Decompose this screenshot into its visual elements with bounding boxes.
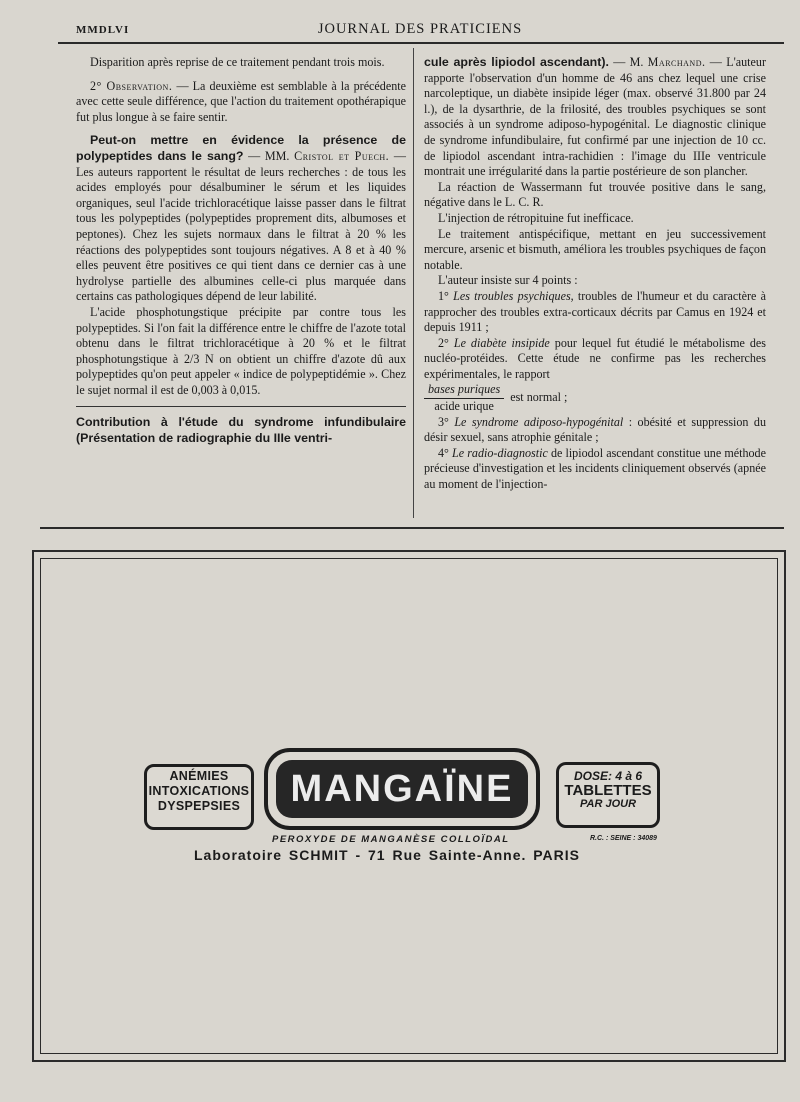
indications-box: [144, 764, 254, 830]
point-title: Le diabète insipide: [453, 335, 550, 350]
indication-item: INTOXICATIONS: [148, 784, 250, 798]
point-2: [424, 336, 766, 383]
text-bottom-rule: [40, 527, 784, 529]
paragraph-observation: [76, 79, 406, 126]
article-heading-infundibulaire: [76, 415, 406, 446]
observation-label: 2° Observation.: [90, 78, 173, 93]
fraction-denominator: acide urique: [434, 399, 494, 414]
author-prefix: — M.: [608, 55, 648, 69]
header-rule: [58, 42, 784, 44]
article-authors: Cristol et Puech.: [294, 148, 390, 163]
brand-name: MANGAÏNE: [290, 768, 514, 810]
brand-box: [264, 748, 540, 830]
dosage-form: TABLETTES: [564, 782, 652, 799]
indication-item: DYSPEPSIES: [157, 799, 241, 813]
point-number: 2°: [438, 335, 454, 350]
dosage-frequency: PAR JOUR: [579, 798, 637, 810]
paragraph: L'auteur insiste sur 4 points :: [438, 273, 578, 288]
brand-plate: [276, 760, 528, 818]
point-title: Le syndrome adiposo-hypogénital: [454, 414, 624, 429]
fraction-line: [424, 382, 766, 414]
left-column: [76, 55, 406, 447]
article-body: — Les auteurs rapportent le résultat de leurs recherches : de tous les acides employés pour désalbuminer le sérum et les liquides organiques, seul l'acide trichloracétique laisse passer dans le filtrat tous les polypeptides (polypeptides proprement dits, albumoses et peptones). Chez les sujets normaux dans le filtrat à 20 % les réactions des polypeptides sont toujours négatives. A 8 et à 40 % elles peuvent être positives ce qui tient dans ce dernier cas à une hydrolyse partielle des albumines celle-ci plus marquée dans certains cas pathologiques dépend de leur labilité.: [76, 148, 406, 304]
paragraph: L'injection de rétropituine fut inefficace.: [438, 210, 634, 225]
article-authors: Marchand.: [647, 55, 706, 69]
article-infundibulaire-cont: [424, 55, 766, 180]
point-number: 4°: [438, 445, 452, 460]
article-heading: Contribution à l'étude du syndrome infundibulaire (Présentation de radiographie du IIIe ventri-: [76, 415, 406, 446]
point-title: Le radio-diagnostic: [452, 445, 548, 460]
fraction-numerator: bases puriques: [424, 382, 504, 399]
paragraph: La réaction de Wassermann fut trouvée positive dans le sang, négative dans le L. C. R.: [424, 179, 766, 210]
point-text: troubles de l'humeur et du caractère à rapprocher des troubles extra-corticaux décrits par Camus en 1924 et depuis 1911 ;: [424, 288, 766, 335]
running-head: [60, 20, 780, 40]
indication-item: ANÉMIES: [169, 769, 229, 783]
page-folio: MMDLVI: [76, 24, 130, 36]
article-body: — L'auteur rapporte l'observation d'un homme de 46 ans chez lequel une crise narcoleptique, un diabète insipide léger (max. observé 31.800 par 24 l.), de la dysarthrie, de la frilosité, des troubles psychiques se sont associés à un syndrome adiposo-hypogénital. Le diagnostic clinique de syndrome infundibulaire, fut confirmé par une injection de 10 cc. de lipiodol ascendant intra-rachidien : l'image du IIIe ventricule montrait une irrégularité dans la partie postérieure de son plancher.: [424, 55, 766, 179]
point-text: : obésité et suppression du désir sexuel, sans atrophie génitale ;: [424, 414, 767, 445]
point-title: Les troubles psychiques,: [453, 288, 574, 303]
point-number: 3°: [438, 414, 455, 429]
dosage-amount: DOSE: 4 à 6: [573, 769, 643, 783]
point-text: pour lequel fut étudié le métabolisme des nucléo-protéides. Cette étude ne confirme pas les recherches expérimentales, le rapport: [424, 335, 766, 381]
paragraph: Le traitement antispécifique, mettant en jeu successivement mercure, arsenic et bismuth, améliora les troubles psychiques de façon notable.: [424, 226, 766, 272]
author-prefix: — MM.: [243, 148, 295, 163]
point-3: [424, 415, 766, 446]
point-4: [424, 446, 766, 493]
point-number: 1°: [438, 288, 454, 303]
article-separator: [76, 406, 406, 407]
journal-title: JOURNAL DES PRATICIENS: [317, 21, 523, 37]
product-description: PEROXYDE DE MANGANÈSE COLLOÏDAL: [272, 834, 510, 845]
point-text: de lipiodol ascendant constitue une méthode précieuse d'investigation et les incidents cliniquement observés (apnée au moment de l'injection-: [424, 445, 766, 492]
article-polypeptides: [76, 133, 406, 305]
observation-text: — La deuxième est semblable à la précédente avec cette seule différence, que l'action du traitement opothérapique fut plus longue à se faire sentir.: [76, 78, 406, 124]
dosage-box: [556, 762, 660, 828]
column-divider: [413, 48, 414, 518]
fraction-tail: est normal ;: [510, 390, 568, 405]
advertisement: [32, 550, 786, 1062]
paragraph: L'acide phosphotungstique précipite par contre tous les polypeptides. Si l'on fait la différence entre le chiffre de l'azote total obtenu dans le filtrat trichloracétique à 20 % et le filtrat phosphotungstique à 2/3 N on obtient un chiffre d'azote dû aux polypeptides qu'on peut appeler « indice de polypeptidémie ». Chez le sujet normal il est de 0,003 à 0,015.: [76, 304, 406, 397]
article-heading-cont: cule après lipiodol ascendant).: [424, 55, 609, 69]
laboratory-address: Laboratoire SCHMIT - 71 Rue Sainte-Anne. PARIS: [194, 847, 581, 863]
point-1: [424, 289, 766, 336]
right-column: [424, 55, 766, 493]
ratio-fraction: [424, 382, 504, 414]
paragraph: Disparition après reprise de ce traitement pendant trois mois.: [90, 55, 385, 69]
registration-number: R.C. : SEINE : 34089: [590, 835, 657, 842]
article-heading: Peut-on mettre en évidence la présence de polypeptides dans le sang?: [76, 133, 406, 163]
